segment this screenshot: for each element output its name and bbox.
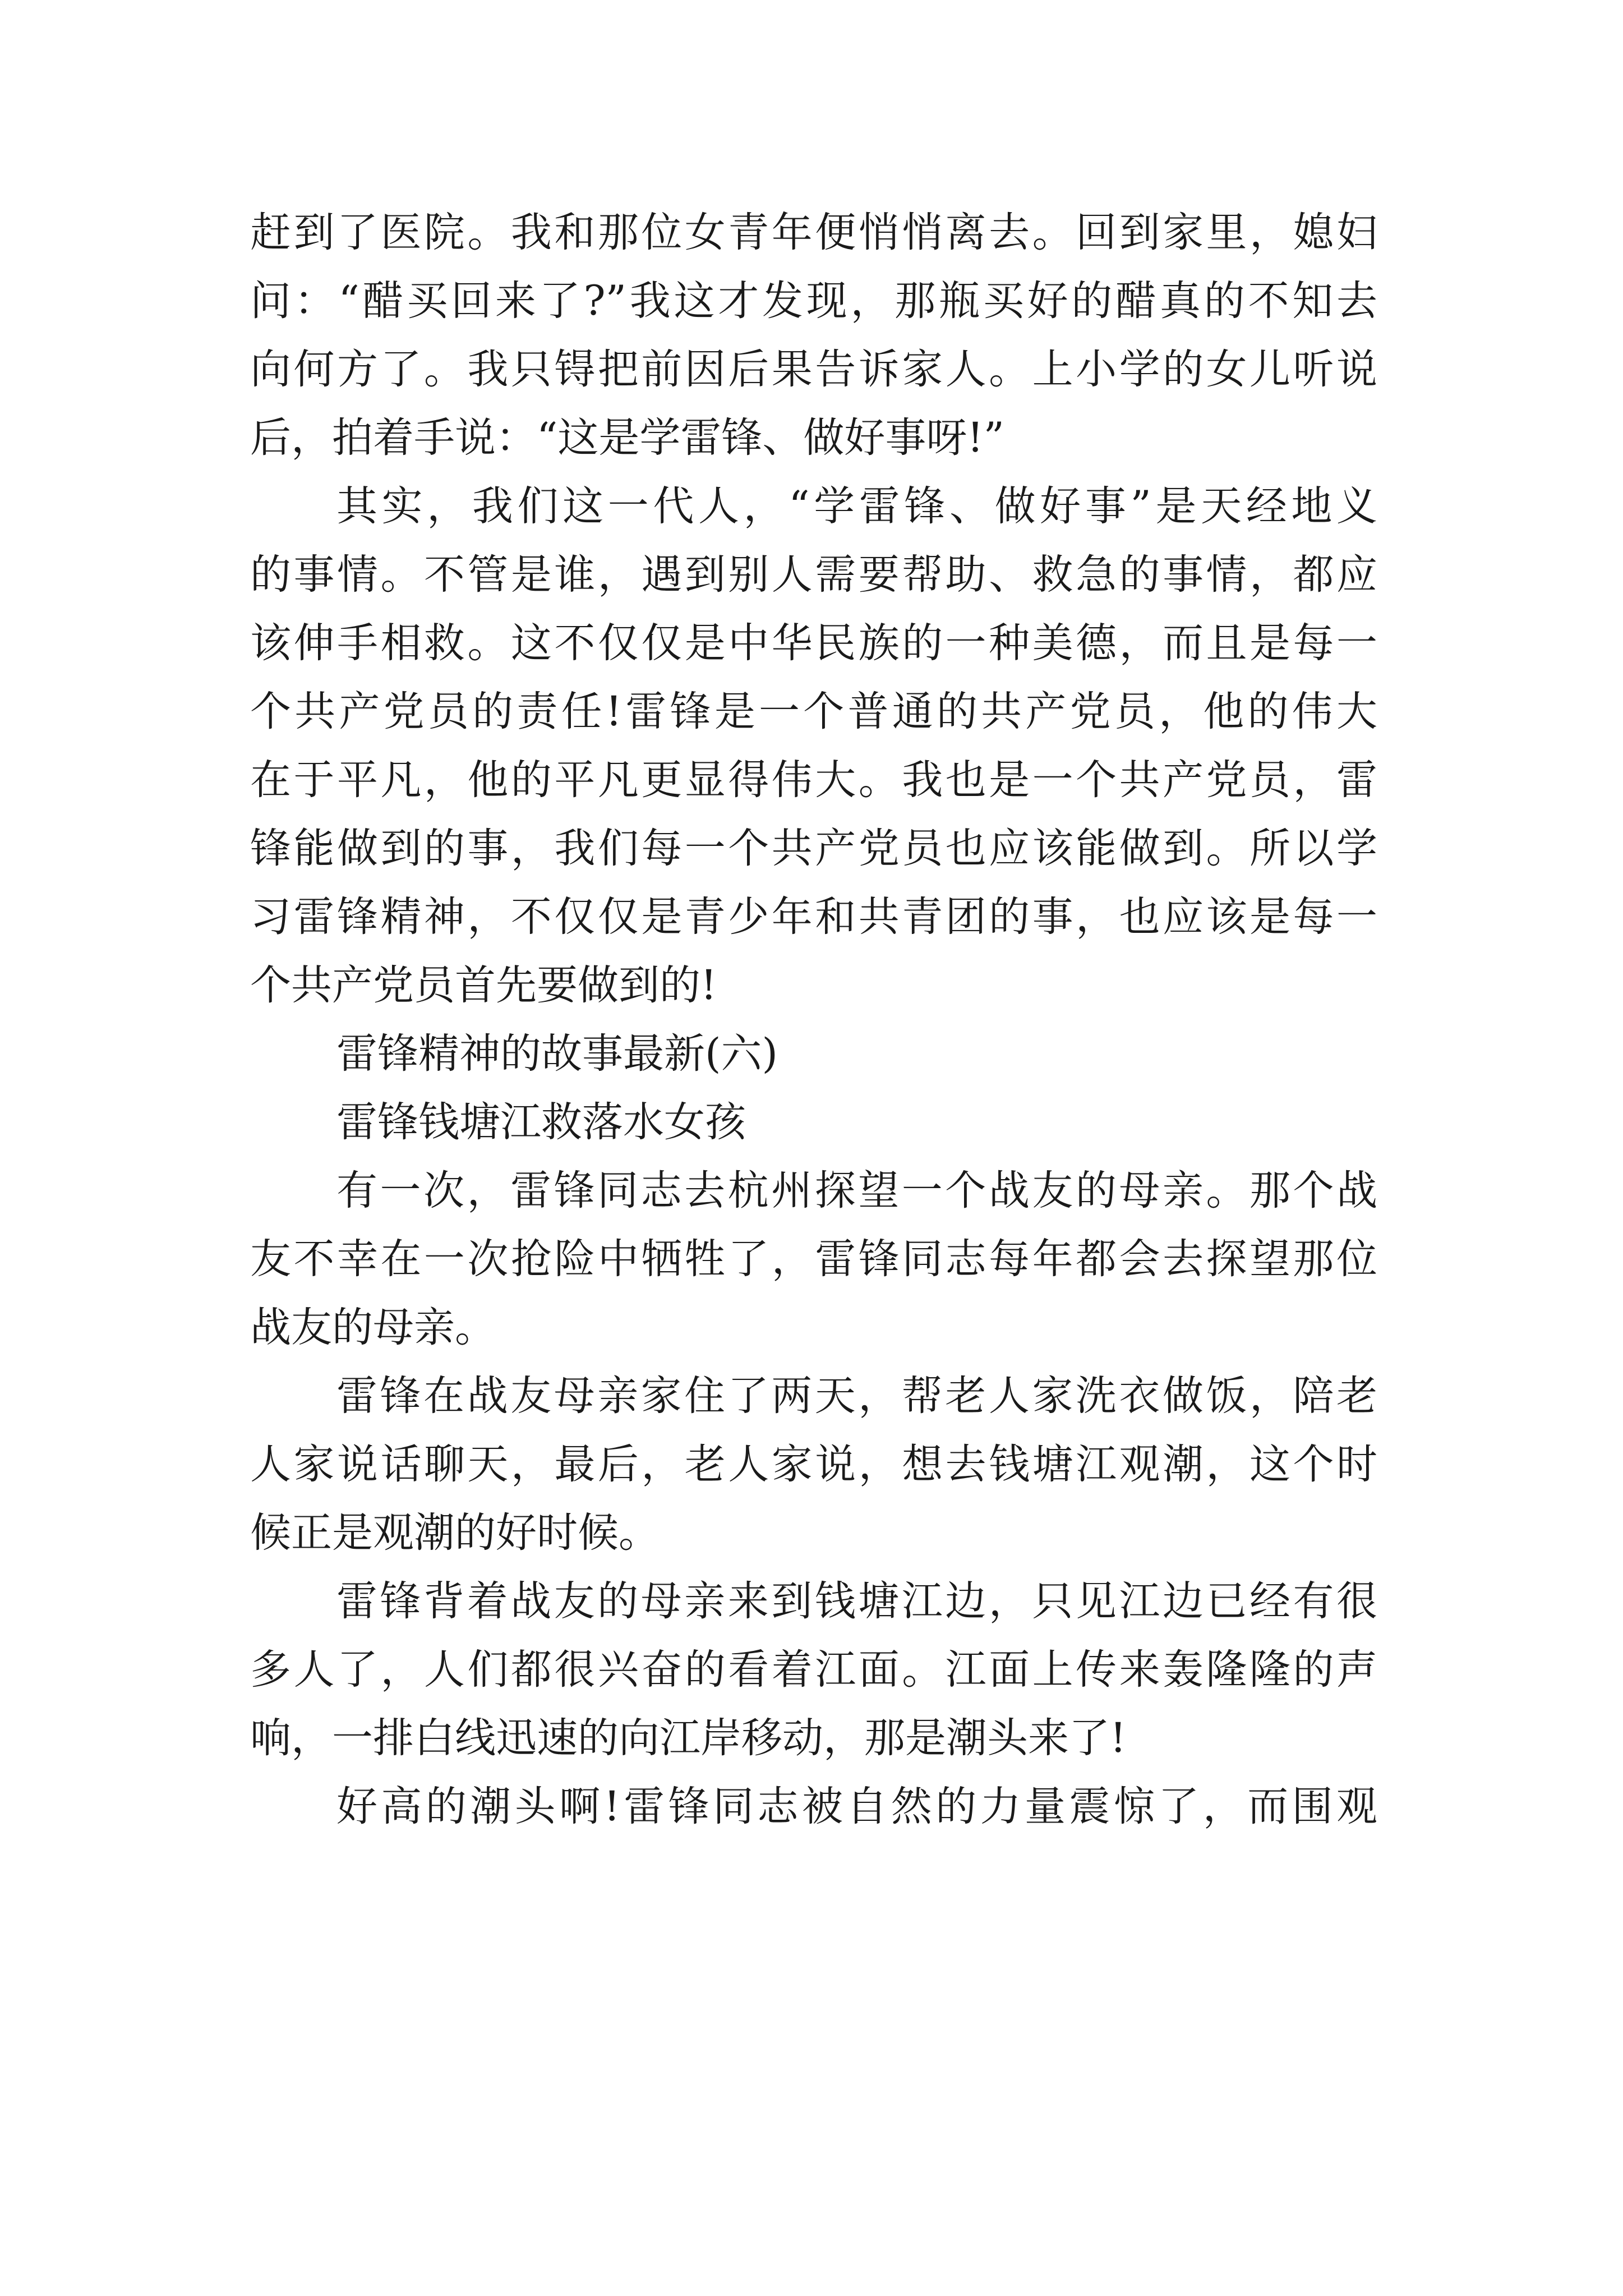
paragraph-start-line: 其实，我们这一代人，“学雷锋、做好事”是天经地义 [336,482,1377,530]
text-line: 后，拍着手说：“这是学雷锋、做好事呀!” [250,414,1004,462]
text-line: 人家说话聊天，最后，老人家说，想去钱塘江观潮，这个时 [250,1441,1377,1488]
paragraph-start-line: 雷锋在战友母亲家住了两天，帮老人家洗衣做饭，陪老 [336,1372,1377,1420]
section-heading: 雷锋精神的故事最新(六) [336,1030,778,1078]
text-line: 的事情。不管是谁，遇到别人需要帮助、救急的事情，都应 [250,551,1377,599]
text-line: 锋能做到的事，我们每一个共产党员也应该能做到。所以学 [250,825,1377,872]
text-line: 问：“醋买回来了?”我这才发现，那瓶买好的醋真的不知去 [250,277,1377,325]
text-line: 在于平凡，他的平凡更显得伟大。我也是一个共产党员，雷 [250,756,1377,804]
paragraph-start-line: 好高的潮头啊!雷锋同志被自然的力量震惊了，而围观 [336,1783,1377,1830]
paragraph-start-line: 有一次，雷锋同志去杭州探望一个战友的母亲。那个战 [336,1167,1377,1214]
text-line: 多人了，人们都很兴奋的看着江面。江面上传来轰隆隆的声 [250,1646,1377,1694]
story-title: 雷锋钱塘江救落水女孩 [336,1098,746,1146]
paragraph-start-line: 雷锋背着战友的母亲来到钱塘江边，只见江边已经有很 [336,1577,1377,1625]
text-line: 候正是观潮的好时候。 [250,1509,660,1557]
text-line: 战友的母亲。 [250,1304,496,1351]
text-line: 响，一排白线迅速的向江岸移动，那是潮头来了! [250,1714,1127,1762]
text-line: 个共产党员的责任!雷锋是一个普通的共产党员，他的伟大 [250,688,1377,735]
text-line: 友不幸在一次抢险中牺牲了，雷锋同志每年都会去探望那位 [250,1235,1377,1283]
text-line: 向何方了。我只锝把前因后果告诉家人。上小学的女儿听说 [250,346,1377,393]
text-line: 习雷锋精神，不仅仅是青少年和共青团的事，也应该是每一 [250,893,1377,941]
text-line: 赶到了医院。我和那位女青年便悄悄离去。回到家里，媳妇 [250,209,1377,256]
text-line: 个共产党员首先要做到的! [250,961,717,1009]
text-line: 该伸手相救。这不仅仅是中华民族的一种美德，而且是每一 [250,619,1377,667]
